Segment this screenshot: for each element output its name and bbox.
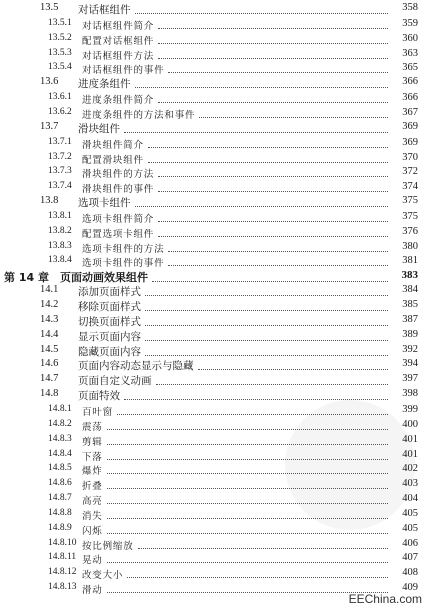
entry-number: 14.8.13: [48, 582, 77, 593]
dot-leader: [107, 429, 388, 430]
entry-page-number: 383: [401, 269, 418, 282]
entry-page-number: 392: [402, 343, 418, 355]
entry-page-number: 408: [402, 567, 418, 579]
dot-leader: [138, 548, 388, 549]
entry-page-number: 363: [402, 47, 418, 59]
entry-page-number: 381: [402, 255, 418, 267]
dot-leader: [107, 562, 388, 563]
entry-page-number: 375: [402, 195, 418, 206]
dot-leader: [145, 340, 388, 341]
dot-leader: [156, 384, 388, 385]
entry-number: 13.8.1: [48, 210, 72, 221]
dot-leader: [145, 325, 388, 326]
entry-title: 滑块组件的事件: [82, 184, 155, 196]
dot-leader: [158, 102, 388, 103]
entry-title: 下落: [82, 451, 103, 463]
dot-leader: [168, 265, 388, 266]
entry-number: 14.5: [40, 343, 59, 355]
entry-number: 14.8.2: [48, 418, 72, 429]
entry-title: 滑块组件: [78, 122, 120, 135]
entry-number: 13.8: [40, 195, 59, 206]
entry-page-number: 387: [402, 313, 418, 325]
entry-title: 滑块组件的方法: [82, 169, 155, 181]
entry-title: 进度条组件: [78, 78, 131, 91]
dot-leader: [158, 176, 388, 177]
dot-leader: [158, 28, 388, 29]
dot-leader: [107, 533, 388, 534]
entry-page-number: 374: [402, 181, 418, 193]
dot-leader: [158, 43, 388, 44]
entry-page-number: 405: [402, 507, 418, 519]
entry-number: 13.5.3: [48, 47, 72, 58]
entry-number: 13.7: [40, 120, 59, 132]
entry-page-number: 405: [402, 522, 418, 534]
entry-title: 隐藏页面内容: [78, 345, 141, 358]
entry-page-number: 360: [402, 32, 418, 44]
entry-number: 14.8.9: [48, 522, 72, 533]
entry-number: 14.7: [40, 373, 59, 385]
entry-title: 移除页面样式: [78, 301, 141, 313]
entry-title: 改变大小: [82, 570, 124, 582]
entry-title: 对话框组件方法: [82, 50, 155, 62]
entry-title: 配置对话框组件: [82, 35, 155, 47]
dot-leader: [148, 147, 388, 148]
entry-title: 消失: [82, 510, 103, 522]
entry-number: 14.8.8: [48, 507, 72, 518]
entry-number: 13.6.2: [48, 107, 72, 117]
entry-number: 13.6.1: [48, 92, 72, 103]
entry-title: 对话框组件: [78, 4, 131, 16]
entry-title: 震荡: [82, 421, 103, 433]
entry-number: 14.8.12: [48, 567, 77, 578]
dot-leader: [135, 13, 388, 14]
entry-title: 百叶窗: [82, 406, 113, 418]
entry-page-number: 372: [402, 166, 418, 178]
entry-number: 14.3: [40, 313, 59, 325]
dot-leader: [107, 444, 388, 445]
entry-number: 13.8.2: [48, 225, 72, 236]
dot-leader: [107, 488, 388, 489]
entry-title: 剪辑: [82, 436, 103, 448]
entry-title: 添加页面样式: [78, 286, 141, 299]
dot-leader: [158, 221, 388, 222]
dot-leader: [145, 355, 388, 356]
dot-leader: [127, 577, 388, 578]
entry-number: 13.5.2: [48, 32, 72, 43]
entry-title: 选项卡组件的事件: [82, 258, 165, 270]
entry-page-number: 369: [402, 136, 418, 148]
entry-title: 切换页面样式: [78, 315, 141, 328]
entry-title: 页面特效: [78, 390, 120, 403]
entry-page-number: 365: [402, 62, 418, 74]
entry-page-number: 366: [402, 92, 418, 104]
entry-page-number: 370: [402, 151, 418, 163]
entry-page-number: 376: [402, 225, 418, 237]
entry-number: 13.8.4: [48, 255, 72, 266]
entry-number: 第 14 章: [4, 271, 49, 285]
entry-title: 页面动画效果组件: [60, 271, 148, 285]
entry-title: 进度条组件的方法和事件: [82, 110, 196, 121]
entry-number: 14.8.10: [48, 537, 77, 548]
dot-leader: [107, 518, 388, 519]
entry-title: 页面自定义动画: [78, 375, 152, 388]
entry-title: 按比例缩放: [82, 540, 134, 552]
dot-leader: [168, 72, 388, 73]
entry-page-number: 401: [402, 433, 418, 445]
dot-leader: [148, 162, 388, 163]
entry-title: 高亮: [82, 496, 103, 508]
dot-leader: [107, 459, 388, 460]
dot-leader: [168, 251, 388, 252]
entry-number: 13.8.3: [48, 240, 72, 251]
entry-page-number: 407: [402, 552, 418, 564]
entry-page-number: 359: [402, 17, 418, 29]
entry-number: 14.8.1: [48, 403, 72, 414]
entry-number: 14.8.5: [48, 463, 72, 474]
entry-number: 13.6: [40, 76, 59, 88]
entry-page-number: 398: [402, 388, 418, 400]
entry-number: 14.8.7: [48, 493, 72, 504]
entry-title: 进度条组件简介: [82, 95, 155, 107]
entry-page-number: 400: [402, 418, 418, 430]
entry-title: 对话框组件的事件: [82, 65, 165, 77]
entry-title: 页面内容动态显示与隐藏: [78, 360, 194, 373]
entry-title: 显示页面内容: [78, 330, 141, 343]
entry-page-number: 409: [402, 582, 418, 594]
entry-title: 对话框组件简介: [82, 20, 155, 32]
entry-number: 14.2: [40, 299, 59, 310]
entry-page-number: 389: [402, 328, 418, 340]
dot-leader: [117, 414, 388, 415]
entry-number: 13.5: [40, 2, 59, 13]
dot-leader: [158, 58, 388, 59]
entry-title: 折叠: [82, 481, 103, 493]
entry-number: 13.7.3: [48, 166, 72, 177]
entry-number: 14.8.11: [48, 552, 77, 563]
entry-page-number: 380: [402, 240, 418, 252]
entry-number: 14.6: [40, 358, 59, 370]
entry-number: 13.7.1: [48, 136, 72, 147]
entry-number: 14.8.4: [48, 448, 72, 459]
dot-leader: [107, 592, 388, 593]
dot-leader: [158, 236, 388, 237]
entry-title: 配置滑块组件: [82, 154, 144, 166]
dot-leader: [124, 132, 388, 133]
entry-page-number: 404: [402, 493, 418, 505]
entry-page-number: 397: [402, 373, 418, 385]
entry-number: 13.5.1: [48, 17, 72, 28]
entry-page-number: 394: [402, 358, 418, 370]
entry-page-number: 384: [402, 284, 418, 296]
entry-page-number: 385: [402, 299, 418, 310]
entry-title: 闪烁: [82, 525, 103, 537]
entry-title: 配置选项卡组件: [82, 228, 155, 240]
entry-page-number: 402: [402, 463, 418, 475]
entry-page-number: 358: [402, 2, 418, 13]
entry-page-number: 401: [402, 448, 418, 460]
site-watermark: EEChina.com: [348, 592, 422, 606]
dot-leader: [152, 281, 388, 282]
entry-page-number: 403: [402, 478, 418, 490]
entry-title: 选项卡组件简介: [82, 213, 155, 225]
dot-leader: [158, 191, 388, 192]
dot-leader: [124, 399, 388, 400]
dot-leader: [145, 295, 388, 296]
entry-number: 13.7.4: [48, 181, 72, 192]
entry-number: 14.8.6: [48, 478, 72, 489]
dot-leader: [198, 369, 388, 370]
entry-title: 选项卡组件: [78, 197, 131, 209]
entry-page-number: 369: [402, 120, 418, 132]
dot-leader: [107, 473, 388, 474]
entry-title: 滑动: [82, 585, 103, 597]
entry-page-number: 366: [402, 76, 418, 88]
dot-leader: [199, 117, 388, 118]
entry-title: 爆炸: [82, 466, 103, 478]
entry-number: 13.5.4: [48, 62, 72, 73]
entry-number: 14.4: [40, 328, 59, 340]
entry-page-number: 399: [402, 403, 418, 415]
entry-number: 13.7.2: [48, 151, 72, 162]
entry-title: 晃动: [82, 555, 103, 567]
entry-page-number: 367: [402, 107, 418, 118]
entry-page-number: 375: [402, 210, 418, 222]
entry-title: 选项卡组件的方法: [82, 243, 165, 255]
dot-leader: [135, 87, 388, 88]
dot-leader: [107, 503, 388, 504]
entry-page-number: 406: [402, 537, 418, 549]
entry-number: 14.8: [40, 388, 59, 400]
dot-leader: [135, 206, 388, 207]
entry-title: 滑块组件简介: [82, 139, 144, 151]
entry-number: 14.8.3: [48, 433, 72, 444]
entry-number: 14.1: [40, 284, 59, 296]
dot-leader: [145, 310, 388, 311]
